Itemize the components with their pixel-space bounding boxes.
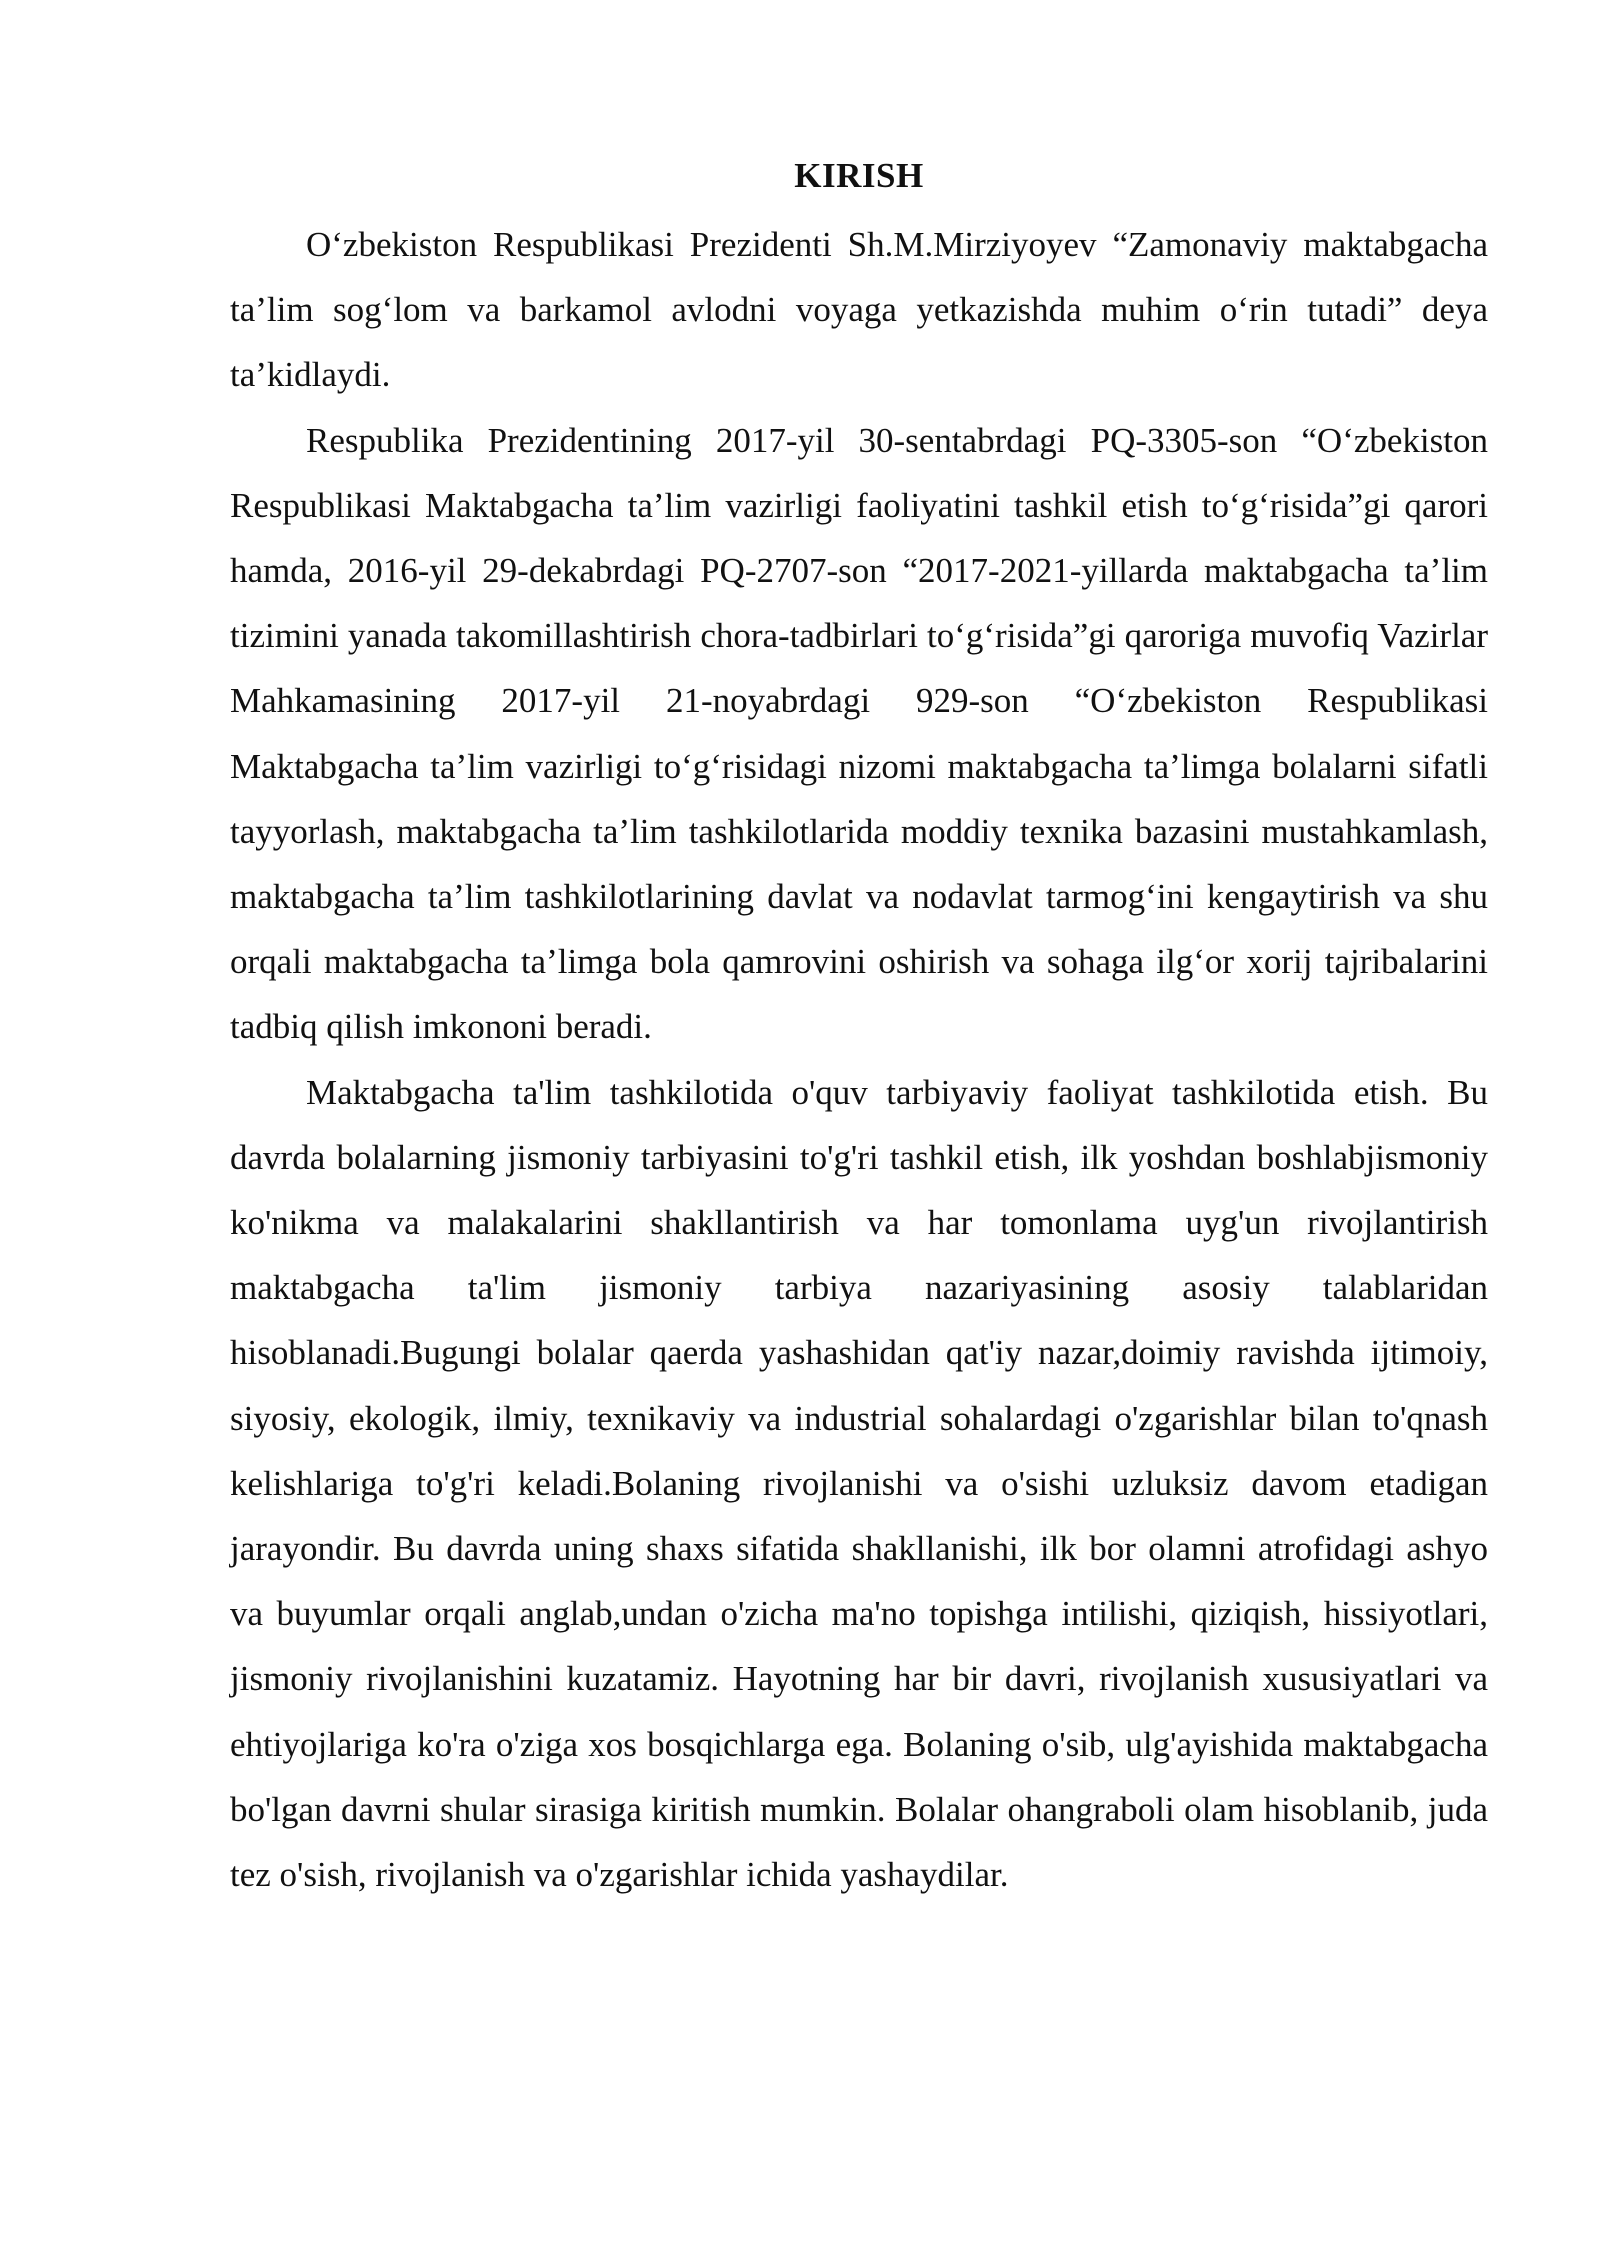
document-body	[230, 148, 1488, 1907]
page-title: KIRISH	[794, 156, 924, 195]
paragraph-president-quote: O‘zbekiston Respublikasi Prezidenti Sh.M.Mirziyoyev “Zamonaviy maktabgacha ta’lim sog‘lom va barkamol avlodni voyaga yetkazishda muhim o‘rin tutadi” deya ta’kidlaydi.	[230, 225, 1488, 395]
paragraph-legal-decrees: Respublika Prezidentining 2017-yil 30-sentabrdagi PQ-3305-son “O‘zbekiston Respublikasi Maktabgacha ta’lim vazirligi faoliyatini tashkil etish to‘g‘risida”gi qarori hamda, 2016-yil 29-dekabrdagi PQ-2707-son “2017-2021-yillarda maktabgacha ta’lim tizimini yanada takomillashtirish chora-tadbirlari to‘g‘risida”gi qaroriga muvofiq Vazirlar Mahkamasining 2017-yil 21-noyabrdagi 929-son “O‘zbekiston Respublikasi Maktabgacha ta’lim vazirligi to‘g‘risidagi nizomi maktabgacha ta’limga bolalarni sifatli tayyorlash, maktabgacha ta’lim tashkilotlarida moddiy texnika bazasini mustahkamlash, maktabgacha ta’lim tashkilotlarining davlat va nodavlat tarmog‘ini kengaytirish va shu orqali maktabgacha ta’limga bola qamrovini oshirish va sohaga ilg‘or xorij tajribalarini tadbiq qilish imkononi beradi.	[230, 420, 1488, 1047]
paragraph-physical-education: Maktabgacha ta'lim tashkilotida o'quv tarbiyaviy faoliyat tashkilotida etish. Bu davrda bolalarning jismoniy tarbiyasini to'g'ri tashkil etish, ilk yoshdan boshlabjismoniy ko'nikma va malakalarini shakllantirish va har tomonlama uyg'un rivojlantirish maktabgacha ta'lim jismoniy tarbiya nazariyasining asosiy talablaridan hisoblanadi.Bugungi bolalar qaerda yashashidan qat'iy nazar,doimiy ravishda ijtimoiy, siyosiy, ekologik, ilmiy, texnikaviy va industrial sohalardagi o'zgarishlar bilan to'qnash kelishlariga to'g'ri keladi.Bolaning rivojlanishi va o'sishi uzluksiz davom etadigan jarayondir. Bu davrda uning shaxs sifatida shakllanishi, ilk bor olamni atrofidagi ashyo va buyumlar orqali anglab,undan o'zicha ma'no topishga intilishi, qiziqish, hissiyotlari, jismoniy rivojlanishini kuzatamiz. Hayotning har bir davri, rivojlanish xususiyatlari va ehtiyojlariga ko'ra o'ziga xos bosqichlarga ega. Bolaning o'sib, ulg'ayishida maktabgacha bo'lgan davrni shular sirasiga kiritish mumkin. Bolalar ohangraboli olam hisoblanib, juda tez o'sish, rivojlanish va o'zgarishlar ichida yashaydilar.	[230, 1072, 1488, 1895]
